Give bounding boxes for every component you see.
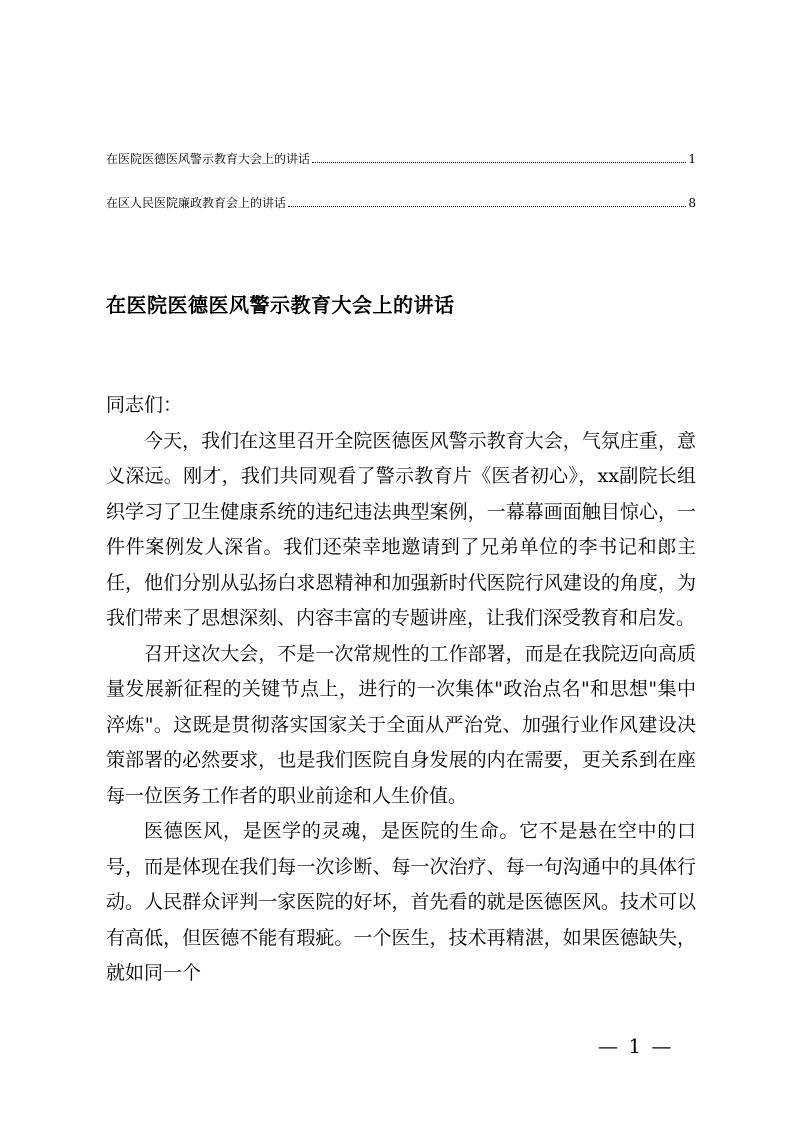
toc-entry-page: 8	[688, 196, 696, 210]
toc-leader-dots	[312, 162, 686, 163]
table-of-contents	[106, 150, 696, 238]
toc-entry[interactable]	[106, 194, 696, 238]
document-body	[106, 388, 696, 992]
document-title: 在医院医德医风警示教育大会上的讲话	[106, 293, 455, 317]
salutation: 同志们：	[106, 394, 183, 416]
toc-entry-title: 在区人民医院廉政教育会上的讲话	[106, 196, 287, 210]
toc-entry-title: 在医院医德医风警示教育大会上的讲话	[106, 152, 311, 166]
toc-leader-dots	[288, 206, 686, 207]
body-paragraph: 医德医风，是医学的灵魂，是医院的生命。它不是悬在空中的口号，而是体现在我们每一次诊断、每一次治疗、每一句沟通中的具体行动。人民群众评判一家医院的好坏，首先看的就是医德医风。技术可以有高低，但医德不能有瑕疵。一个医生，技术再精湛，如果医德缺失，就如同一个	[106, 820, 696, 984]
body-paragraph: 召开这次大会，不是一次常规性的工作部署，而是在我院迈向高质量发展新征程的关键节点上，进行的一次集体"政治点名"和思想"集中淬炼"。这既是贯彻落实国家关于全面从严治党、加强行业作风建设决策部署的必然要求，也是我们医院自身发展的内在需要，更关系到在座每一位医务工作者的职业前途和人生价值。	[106, 642, 696, 807]
page-number: — 1 —	[598, 1034, 674, 1058]
toc-entry-page: 1	[688, 152, 696, 166]
body-paragraph: 今天，我们在这里召开全院医德医风警示教育大会，气氛庄重，意义深远。刚才，我们共同观看了警示教育片《医者初心》，xx副院长组织学习了卫生健康系统的违纪违法典型案例，一幕幕画面触目惊心，一件件案例发人深省。我们还荣幸地邀请到了兄弟单位的李书记和郎主任，他们分别从弘扬白求恩精神和加强新时代医院行风建设的角度，为我们带来了思想深刻、内容丰富的专题讲座，让我们深受教育和启发。	[106, 429, 696, 629]
toc-entry[interactable]	[106, 150, 696, 194]
